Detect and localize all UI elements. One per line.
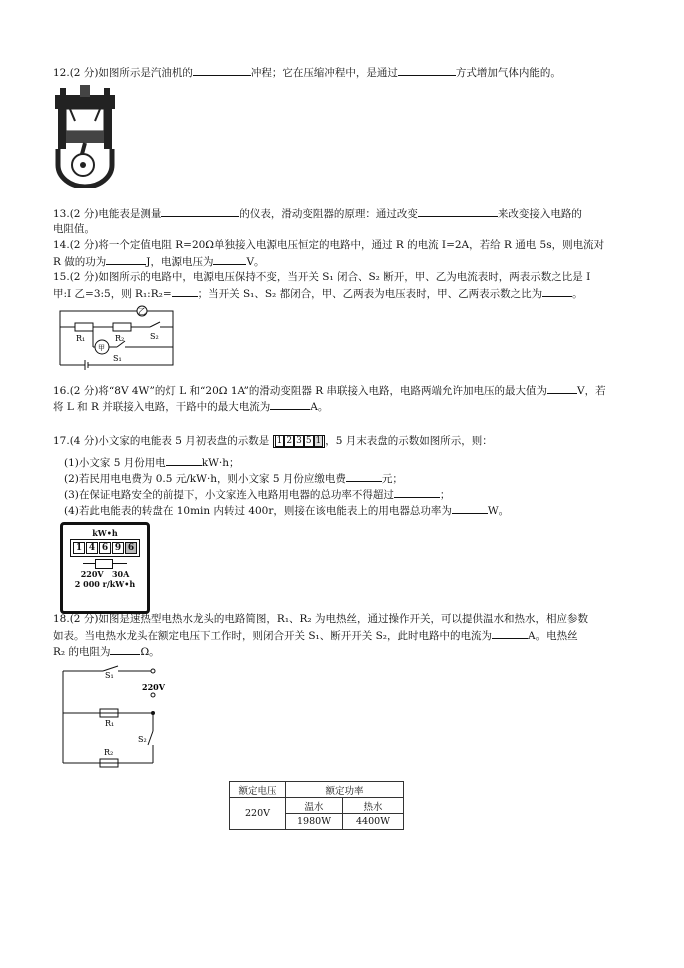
electric-meter bbox=[60, 522, 150, 614]
answer-blank bbox=[394, 486, 440, 498]
question-14: 14.(2 分)将一个定值电阻 R=20Ω单独接入电源电压恒定的电路中，通过 R 的电流 I=2A，若给 R 通电 5s，则电流对 bbox=[53, 239, 605, 251]
initial-meter-reading: 1 2 3 5 1 bbox=[273, 435, 326, 448]
answer-blank bbox=[452, 502, 488, 514]
answer-blank bbox=[193, 64, 251, 76]
answer-blank bbox=[106, 253, 146, 265]
answer-blank bbox=[547, 382, 577, 394]
meter-display: 1 4 6 9 6 bbox=[70, 539, 140, 557]
engine-diagram bbox=[50, 85, 120, 188]
rated-voltage-value: 220V bbox=[230, 798, 286, 830]
r1-label: R₁ bbox=[76, 334, 86, 343]
question-16-line2: 将 L 和 R 并联接入电路，干路中的最大电流为 A。 bbox=[53, 398, 613, 415]
question-14-line2: R 做的功为 J，电源电压为 V。 bbox=[53, 253, 613, 270]
r2-label: R₂ bbox=[115, 334, 125, 343]
answer-blank bbox=[172, 285, 198, 297]
meter-jia-label: 甲 bbox=[98, 344, 105, 352]
question-17-sub3: (3)在保证电路安全的前提下，小文家连入电路用电器的总功率不得超过 ； bbox=[64, 486, 450, 503]
meter-rating: 220V 30A bbox=[80, 569, 130, 579]
s1-label: S₁ bbox=[105, 671, 114, 680]
question-12: 12.(2 分)如图所示是汽油机的 冲程；它在压缩冲程中，是通过 方式增加气体内能的。 bbox=[53, 64, 613, 81]
meter-revolutions: 2 000 r/kW•h bbox=[74, 579, 136, 589]
question-17-sub1: (1)小文家 5 月份用电 kW·h； bbox=[64, 454, 240, 471]
meter-yi-label: 乙 bbox=[138, 307, 146, 316]
circuit-diagram-18 bbox=[58, 663, 173, 771]
spec-table bbox=[229, 781, 404, 830]
s1-label: S₁ bbox=[113, 354, 122, 363]
question-15-line2: 甲:I 乙=3:5，则 R₁:R₂= ；当开关 S₁、S₂ 都闭合，甲、乙两表为电压表时，甲、乙两表示数之比为 。 bbox=[53, 285, 613, 302]
header-rated-power: 额定功率 bbox=[286, 782, 404, 798]
answer-blank bbox=[492, 627, 528, 639]
circuit-diagram-15 bbox=[55, 303, 180, 375]
answer-blank bbox=[270, 398, 310, 410]
meter-dial-arrow bbox=[83, 563, 127, 564]
answer-blank bbox=[161, 205, 239, 217]
answer-blank bbox=[542, 285, 572, 297]
answer-blank bbox=[213, 253, 246, 265]
voltage-label: 220V bbox=[142, 682, 165, 692]
question-15: 15.(2 分)如图所示的电路中，电源电压保持不变，当开关 S₁ 闭合、S₂ 断开，甲、乙为电流表时，两表示数之比是 I bbox=[53, 271, 591, 283]
question-18: 18.(2 分)如图是速热型电热水龙头的电路简图，R₁、R₂ 为电热丝，通过操作开关，可以提供温水和热水，相应参数 bbox=[53, 613, 588, 625]
question-16: 16.(2 分)将“8V 4W”的灯 L 和“20Ω 1A”的滑动变阻器 R 串联接入电路，电路两端允许加电压的最大值为 V，若 bbox=[53, 382, 613, 399]
hot-water-power: 4400W bbox=[343, 814, 404, 830]
warm-water-label: 温水 bbox=[286, 798, 343, 814]
s2-label: S₂ bbox=[138, 735, 147, 744]
s2-label: S₂ bbox=[150, 332, 159, 341]
question-17-sub2: (2)若民用电电费为 0.5 元/kW·h，则小文家 5 月份应缴电费 元； bbox=[64, 470, 403, 487]
question-18-line3: R₂ 的电阻为 Ω。 bbox=[53, 643, 613, 660]
answer-blank bbox=[418, 205, 498, 217]
r2-label: R₂ bbox=[104, 748, 114, 757]
hot-water-label: 热水 bbox=[343, 798, 404, 814]
answer-blank bbox=[110, 643, 140, 655]
answer-blank bbox=[346, 470, 382, 482]
question-13: 13.(2 分)电能表是测量 的仪表，滑动变阻器的原理：通过改变 来改变接入电路的 bbox=[53, 205, 613, 222]
question-13-line2: 电阻值。 bbox=[53, 223, 95, 235]
r1-label: R₁ bbox=[105, 719, 115, 728]
warm-water-power: 1980W bbox=[286, 814, 343, 830]
answer-blank bbox=[398, 64, 456, 76]
answer-blank bbox=[166, 454, 202, 466]
question-17: 17.(4 分)小文家的电能表 5 月初表盘的示数是 1 2 3 5 1 ，5 月末表盘的示数如图所示，则： bbox=[53, 435, 493, 447]
question-18-line2: 如表。当电热水龙头在额定电压下工作时，则闭合开关 S₁、断开开关 S₂，此时电路中的电流为 A。电热丝 bbox=[53, 627, 613, 644]
header-rated-voltage: 额定电压 bbox=[230, 782, 286, 798]
question-17-sub4: (4)若此电能表的转盘在 10min 内转过 400r，则接在该电能表上的用电器总功率为 W。 bbox=[64, 502, 509, 519]
meter-unit: kW•h bbox=[92, 528, 118, 538]
